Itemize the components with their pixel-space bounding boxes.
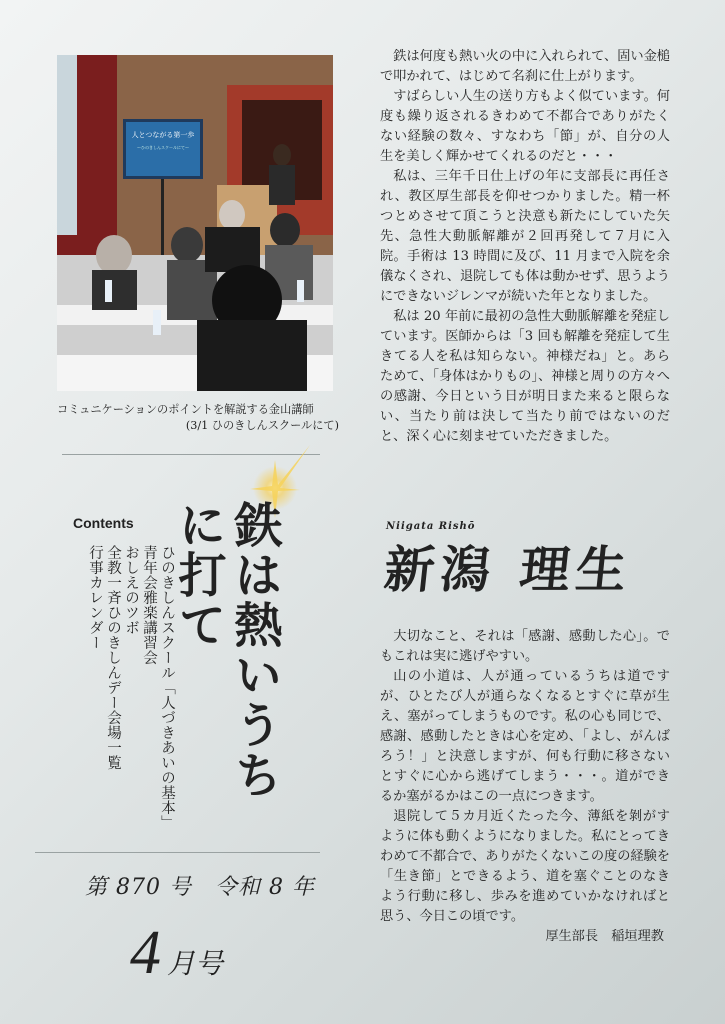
- caption-line-2: (3/1 ひのきしんスクールにて): [185, 419, 339, 432]
- photo-caption: [57, 402, 339, 434]
- paragraph: 私は、三年千日仕上げの年に支部長に再任され、教区厚生部長を仰せつかりました。精一杯つとめさせて頂こうと決意も新たにしていた矢先、急性大動脈解離が２回再発して７月に入院。手術は 13 時間に及び、11 月まで入院を余儀なくされ、退院しても体は動かせず、思うようにできないジレンマが続いた年となりました。: [380, 169, 670, 304]
- screen-title: 人とつながる第一歩: [131, 131, 195, 139]
- contents-item: 青年会雅楽講習会: [141, 545, 157, 665]
- column-calligraphy-title: 新潟 理生: [381, 540, 636, 599]
- paragraph: 山の小道は、人が通っているうちは道ですが、ひとたび人が通らなくなるとすぐに草が生え、塞がってしまうものです。私の心も同じで、感謝、感動したときは心を定め、「よし、がんばろう！」と決意しますが、何も行動に移さないとすぐに心から逃げてしまう・・・。道ができるか塞がるかはこの一点につきます。: [380, 669, 670, 804]
- contents-label: Contents: [73, 515, 134, 531]
- divider-bottom: [35, 852, 320, 853]
- paragraph: 退院して５カ月近くたった今、薄紙を剝がすように体も動くようになりました。私にとってきわめて不都合で、ありがたくないこの度の経験を「生き節」とできるよう、道を塞ぐことのなきよう行動に移し、歩みを進めていかなければと思う、今日この頃です。: [380, 809, 670, 924]
- issue-number: 第 870 号 令和 8 年: [85, 875, 315, 900]
- cover-title: 鉄は熱いうちに打て: [170, 500, 282, 800]
- month-unit: 月号: [167, 947, 224, 980]
- paragraph: 大切なこと、それは「感謝、感動した心」。でもこれは実に逃げやすい。: [380, 629, 670, 664]
- month-number: 4: [130, 919, 161, 987]
- contents-item: 行事カレンダー: [87, 545, 103, 650]
- paragraph: 私は 20 年前に最初の急性大動脈解離を発症しています。医師からは「3 回も解離を発症して生きてる人を私は知らない。神様だね」と。あらためて、「身体はかりもの」、神様と周りの方々への感謝、今日という日が明日また来ると限らない、当たり前は決して当たり前ではないのだと、深く心に刻ませていただきました。: [380, 309, 670, 444]
- contents-item: ひのきしんスクール「人づきあいの基本」: [159, 545, 175, 830]
- contents-list: [86, 545, 176, 830]
- screen-subtitle: 〜ひのきしんスクールにて〜: [137, 145, 189, 150]
- column-text-top: [380, 47, 670, 447]
- contents-item: おしえのツボ: [123, 545, 139, 635]
- caption-line-1: コミュニケーションのポイントを解説する金山講師: [57, 403, 314, 416]
- column-romaji-title: Niigata Rishō: [386, 521, 476, 532]
- author-signature: 厚生部長 稲垣理教: [545, 929, 664, 944]
- event-photo: [57, 55, 333, 391]
- contents-item: 全教一斉ひのきしんデー会場一覧: [105, 545, 121, 770]
- paragraph: すばらしい人生の送り方もよく似ています。何度も繰り返されるきわめて不都合でありがたくない経験の数々、すなわち「節」が、自分の人生を美しく輝かせてくれるのだと・・・: [380, 89, 670, 164]
- column-text-bottom: [380, 627, 670, 947]
- paragraph: 鉄は何度も熱い火の中に入れられて、固い金槌で叩かれて、はじめて名刹に仕上がります。: [380, 49, 670, 84]
- issue-month: [130, 918, 223, 989]
